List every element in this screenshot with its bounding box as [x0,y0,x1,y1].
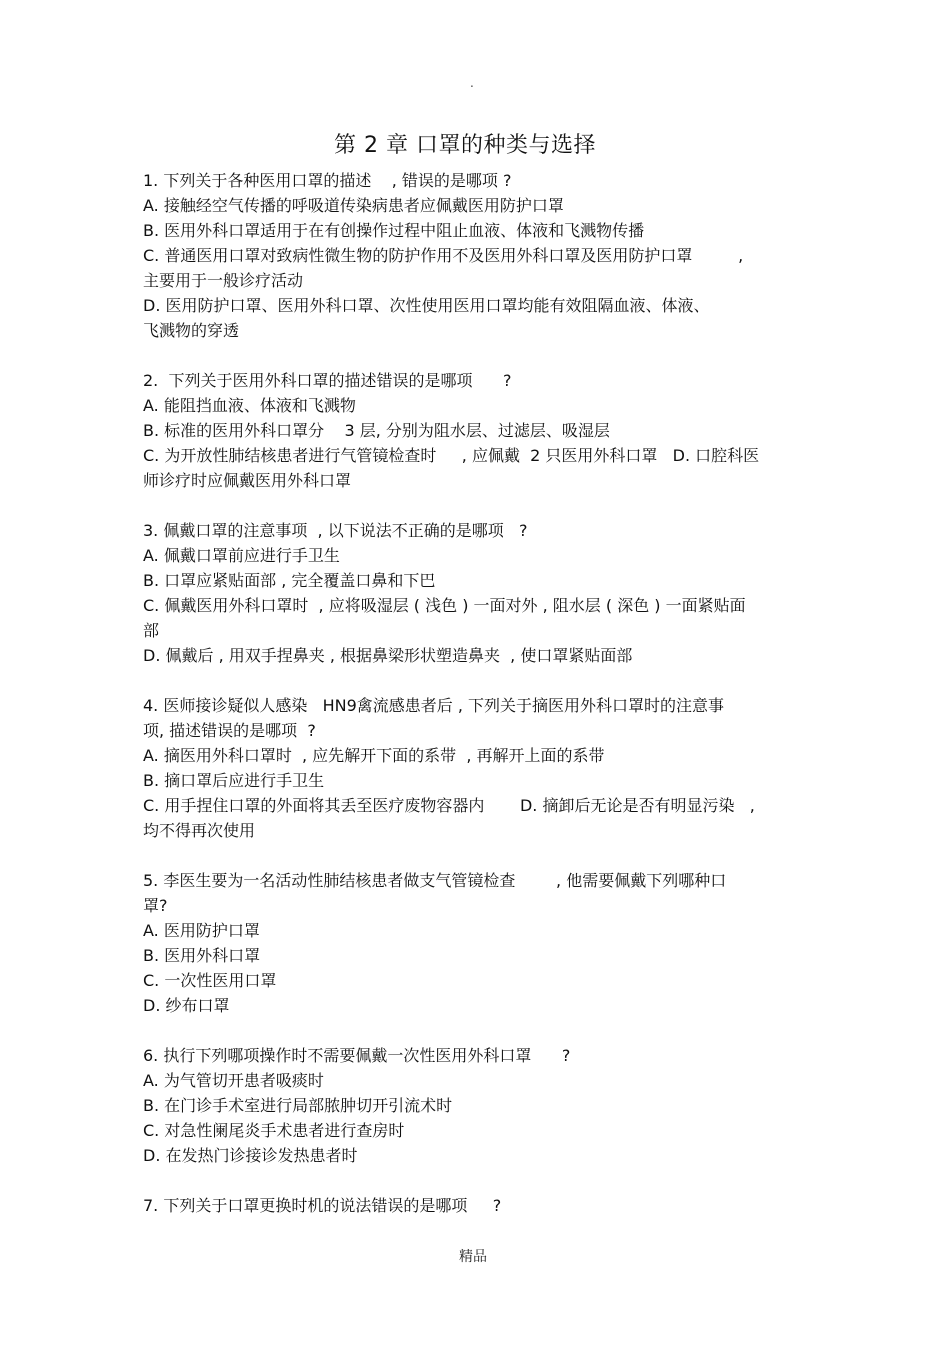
option-b: B. 医用外科口罩 [143,946,261,965]
question-2 [143,368,823,493]
option-a: A. 为气管切开患者吸痰时 [143,1071,324,1090]
option-d-continued: 师诊疗时应佩戴医用外科口罩 [143,471,352,490]
option-a: A. 佩戴口罩前应进行手卫生 [143,546,340,565]
question-5 [143,868,823,1018]
question-stem-continued: 罩? [143,896,168,915]
option-c-d: C. 为开放性肺结核患者进行气管镜检查时 , 应佩戴 2 只医用外科口罩 D. 口腔科医 [143,446,760,465]
header-dot: . [470,76,474,90]
question-stem-continued: 项, 描述错误的是哪项 ? [143,721,316,740]
option-d-continued: 均不得再次使用 [143,821,256,840]
option-b: B. 口罩应紧贴面部 , 完全覆盖口鼻和下巴 [143,571,436,590]
option-a: A. 医用防护口罩 [143,921,260,940]
option-d: D. 佩戴后 , 用双手捏鼻夹 , 根据鼻梁形状塑造鼻夹 , 使口罩紧贴面部 [143,646,633,665]
option-c-continued: 部 [143,621,160,640]
question-stem: 1. 下列关于各种医用口罩的描述 , 错误的是哪项 ? [143,171,512,190]
option-a: A. 能阻挡血液、体液和飞溅物 [143,396,356,415]
option-d-continued: 飞溅物的穿透 [143,321,240,340]
option-d: D. 纱布口罩 [143,996,230,1015]
option-a: A. 接触经空气传播的呼吸道传染病患者应佩戴医用防护口罩 [143,196,564,215]
option-c: C. 一次性医用口罩 [143,971,277,990]
question-stem: 7. 下列关于口罩更换时机的说法错误的是哪项 ? [143,1196,502,1215]
question-stem: 5. 李医生要为一名活动性肺结核患者做支气管镜检查 , 他需要佩戴下列哪种口 [143,871,727,890]
question-6 [143,1043,823,1168]
question-stem: 4. 医师接诊疑似人感染 HN9禽流感患者后 , 下列关于摘医用外科口罩时的注意事 [143,696,725,715]
question-7 [143,1193,823,1218]
question-stem: 6. 执行下列哪项操作时不需要佩戴一次性医用外科口罩 ? [143,1046,571,1065]
option-b: B. 医用外科口罩适用于在有创操作过程中阻止血液、体液和飞溅物传播 [143,221,645,240]
option-c: C. 对急性阑尾炎手术患者进行查房时 [143,1121,405,1140]
option-b: B. 标准的医用外科口罩分 3 层, 分别为阻水层、过滤层、吸湿层 [143,421,610,440]
option-b: B. 摘口罩后应进行手卫生 [143,771,325,790]
option-b: B. 在门诊手术室进行局部脓肿切开引流术时 [143,1096,453,1115]
question-stem: 3. 佩戴口罩的注意事项 , 以下说法不正确的是哪项 ? [143,521,528,540]
question-3 [143,518,823,668]
option-c-continued: 主要用于一般诊疗活动 [143,271,304,290]
option-c-d: C. 用手捏住口罩的外面将其丢至医疗废物容器内 D. 摘卸后无论是否有明显污染 , [143,796,755,815]
page-footer: 精品 [459,1249,487,1265]
question-list [143,168,823,1243]
question-4 [143,693,823,843]
option-a: A. 摘医用外科口罩时 , 应先解开下面的系带 , 再解开上面的系带 [143,746,605,765]
question-stem: 2. 下列关于医用外科口罩的描述错误的是哪项 ? [143,371,512,390]
option-d: D. 在发热门诊接诊发热患者时 [143,1146,358,1165]
question-1 [143,168,823,343]
option-c: C. 普通医用口罩对致病性微生物的防护作用不及医用外科口罩及医用防护口罩 , [143,246,744,265]
chapter-title: 第 2 章 口罩的种类与选择 [334,133,596,158]
option-d: D. 医用防护口罩、医用外科口罩、次性使用医用口罩均能有效阻隔血液、体液、 [143,296,710,315]
option-c: C. 佩戴医用外科口罩时 , 应将吸湿层 ( 浅色 ) 一面对外 , 阻水层 ( 深色 ) 一面紧贴面 [143,596,746,615]
